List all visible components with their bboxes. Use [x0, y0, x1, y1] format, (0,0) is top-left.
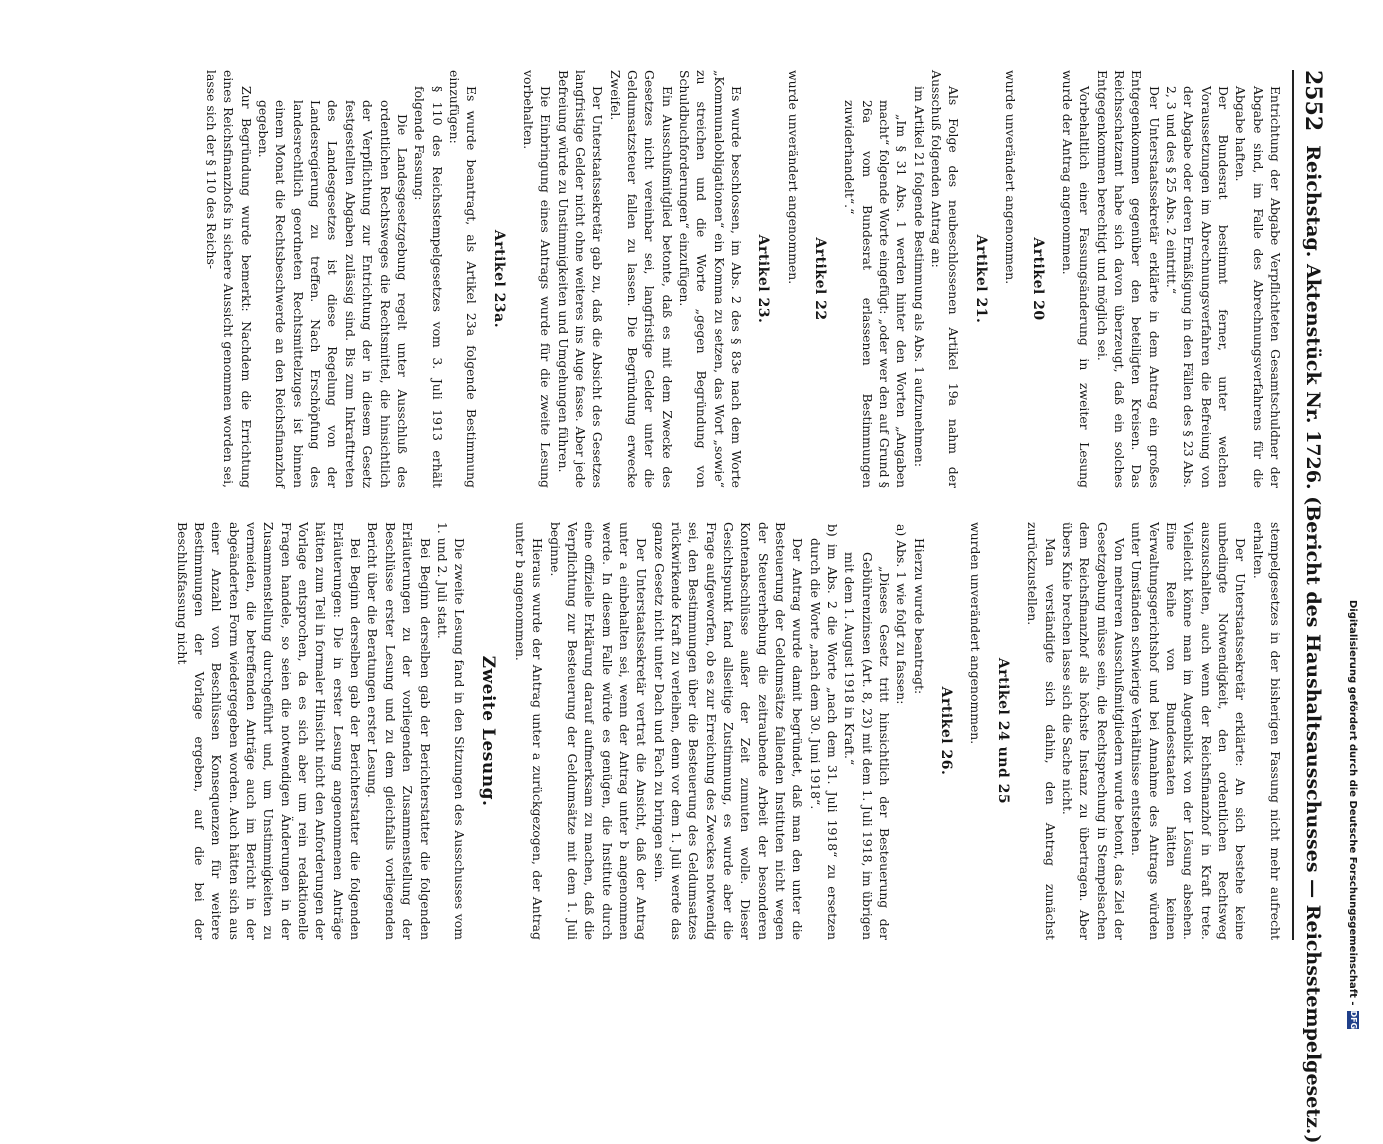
paragraph: Die zweite Lesung fand in den Sitzungen des Ausschusses vom 1. und 2. Juli statt. [434, 522, 468, 940]
paragraph: Hierzu wurde beantragt: [911, 538, 927, 695]
paragraph: Zur Begründung wurde bemerkt: Nachdem die Errichtung eines Reichsfinanzhofs in sichere Aussicht genommen worden sei, lasse sich der § 110 des Reichs- [204, 70, 254, 488]
paragraph: stempelgesetzes in der bisherigen Fassung nicht mehr aufrecht erhalten. [1250, 522, 1283, 940]
paragraph: Entrichtung der Abgabe Verpflichteten Gesamtschuldner der Abgabe sind, im Falle des Abrechnungsverfahrens für die Abgabe haften. [1233, 86, 1283, 488]
dfg-logo: DFG [1349, 1010, 1358, 1030]
paragraph: Der Unterstaatssekretär gab zu, daß die Absicht des Gesetzes langfristige Gelder nicht ohne weiteres ins Auge fasse. Aber jede Befreiung würde zu Unstimmigkeiten und Umgehungen führen. [555, 70, 606, 488]
paragraph: Die Einbringung eines Antrags wurde für die zweite Lesung vorbehalten. [520, 70, 554, 488]
paragraph: Der Unterstaatssekretär vertrat die Ansicht, daß der Antrag unter a einbehalten sei, wenn der Antrag unter b angenommen werde. In diesem Falle würde es genügen, die Institute durch eine offizielle Erklärung darauf aufmerksam zu machen, daß die Verpflichtung zur Besteuerung der Geldumsätze mit dem 1. Juli beginne. [547, 522, 650, 940]
paragraph: Von mehreren Ausschußmitgliedern wurde betont, das Ziel der Gesetzgebung müsse sein, die Rechtsprechung in Stempelsachen dem Reichsfinanzhof als höchste Instanz zu übertragen. Aber übers Knie brechen lasse sich die Sache nicht. [1059, 522, 1127, 940]
paragraph: Man verständigte sich dahin, den Antrag zunächst zurückzustellen. [1025, 522, 1058, 940]
right-column [173, 522, 1284, 940]
paragraph: Vorbehaltlich einer Fassungsänderung in zweiter Lesung wurde der Antrag angenommen. [1059, 70, 1093, 488]
list-item: a) Abs. 1 wie folgt zu fassen: [894, 524, 910, 705]
quoted-provision: „Dieses Gesetz tritt hinsichtlich der Besteuerung der Gebührenzinsen (Art. 8, 23) mit dem 1. Juli 1918, im übrigen mit dem 1. August 1918 in Kraft.“ [842, 552, 893, 940]
paragraph: Der Antrag wurde damit begründet, daß man den unter die Besteuerung der Geldumsätze fallenden Instituten nicht wegen der Steuererhebung die zeitraubende Arbeit der besonderen Kontenabschlüsse außer der Zeit zumuten wolle. Dieser Gesichtspunkt fand allseitige Zustimmung, es wurde aber die Frage aufgeworfen, ob es zur Erreichung des Zweckes notwendig sei, den Bestimmungen über die Besteuerung des Geldumsatzes rückwirkende Kraft zu verleihen, denn vor dem 1. Juli werde das ganze Gesetz nicht unter Dach und Fach zu bringen sein. [651, 522, 806, 940]
quoted-provision: Die Landesgesetzgebung regelt unter Ausschluß des ordentlichen Rechtsweges die Rechtsmittel, die hinsichtlich der Verpflichtung zur Entrichtung der in diesem Gesetz festgestellten Abgaben zulässig sind. Bis zum Inkrafttreten des Landesgesetzes ist diese Regelung von der Landesregierung zu treffen. Nach Erschöpfung des landesrechtlich geordneten Rechtsmittelzuges ist binnen einem Monat die Rechtsbeschwerde an den Reichsfinanzhof gegeben. [256, 100, 410, 488]
paragraph: Der Unterstaatssekretär erklärte: An sich bestehe keine unbedingte Notwendigkeit, den ordentlichen Rechtsweg auszuschalten, auch wenn der Reichsfinanzhof in Kraft trete. Vielleicht könne man im Augenblick von der Lösung absehen. Eine Reihe von Bundesstaaten hätten keinen Verwaltungsgerichtshof und bei Annahme des Antrags würden unter Umständen schwierige Verhältnisse entstehen. [1129, 522, 1249, 940]
list-item: b) im Abs. 2 die Worte „nach dem 31. Juli 1918“ zu ersetzen durch die Worte „nach dem 30. Juni 1918“. [807, 524, 841, 940]
page-number: 2552 [1300, 70, 1326, 132]
paragraph: Als Folge des neubeschlossenen Artikel 19a nahm der Ausschuß folgenden Antrag an: [929, 70, 962, 488]
paragraph: im Artikel 21 folgende Bestimmung als Abs. 1 aufzunehmen: [911, 86, 927, 468]
section-heading: Artikel 26. [938, 686, 955, 776]
paragraph: Der Unterstaatssekretär erklärte in dem Antrag ein großes Entgegenkommen gegenüber den beteiligten Kreisen. Das Reichsschatzamt habe sich davon überzeugt, daß ein solches Entgegenkommen berechtigt und möglich sei. [1094, 70, 1162, 488]
footer-text: Digitalisierung gefördert durch die Deutsche Forschungsgemeinschaft - [1347, 600, 1359, 1006]
paragraph: Bei Beginn derselben gab der Berichterstatter die folgenden Erläuterungen: Die in erster Lesung angenommenen Anträge hätten zum Teil in formaler Hinsicht nicht den Anforderungen der Vorlage entsprochen, da es sich aber um rein redaktionelle Fragen handele, so seien die notwendigen Änderungen in der Zusammenstellung durchgeführt und, um Unstimmigkeiten zu vermeiden, die betreffenden Anträge auch im Bericht in der abgeänderten Form wiedergegeben worden. Auch hätten sich aus einer Anzahl von Beschlüssen Konsequenzen für weitere Bestimmungen der Vorlage ergeben, auf die bei der Beschlußfassung nicht [174, 522, 364, 940]
page-header [1296, 70, 1330, 1144]
section-heading: Artikel 23. [755, 234, 772, 324]
paragraph: Hieraus wurde der Antrag unter a zurückgezogen, der Antrag unter b angenommen. [512, 522, 546, 940]
section-heading: Artikel 20 [1029, 237, 1046, 321]
paragraph: wurde unverändert angenommen. [785, 70, 801, 285]
paragraph: wurden unverändert angenommen. [968, 522, 984, 745]
header-rule [1292, 70, 1294, 940]
paragraph: Bei Beginn derselben gab der Berichterstatter die folgenden Erläuterungen zu der vorliegenden Zusammenstellung der Beschlüsse erster Lesung und zu dem gleichfalls vorliegenden Bericht über die Beratungen erster Lesung. [365, 522, 433, 940]
paragraph: wurde unverändert angenommen. [1003, 70, 1019, 285]
section-heading: Artikel 21. [972, 234, 989, 324]
section-heading: Artikel 24 und 25 [994, 657, 1011, 805]
quoted-provision: „Im § 31 Abs. 1 werden hinter den Worten „Angaben macht“ folgende Worte eingefügt: „oder wer den auf Grund § 26a vom Bundesrat erlassenen Bestimmungen zuwiderhandelt“.“ [842, 100, 910, 488]
section-heading: Artikel 22 [812, 237, 829, 321]
document-page [90, 70, 1330, 1144]
paragraph: Ein Ausschußmitglied betonte, daß es mit dem Zwecke des Gesetzes nicht vereinbar sei, langfristige Gelder unter die Geldumsatzsteuer fallen zu lassen. Die Begründung erwecke Zweifel. [607, 70, 675, 488]
paragraph: Es wurde beschlossen, im Abs. 2 des § 83e nach dem Worte „Kommunalobligationen“ ein Komma zu setzen, das Wort „sowie“ zu streichen und die Worte „gegen Begründung von Schuldbuchforderungen“ einzufügen. [677, 70, 745, 488]
paragraph: § 110 des Reichsstempelgesetzes vom 3. Juli 1913 erhält folgende Fassung: [412, 86, 445, 488]
digitization-footer [1346, 600, 1360, 1030]
section-heading: Artikel 23a. [490, 229, 507, 329]
section-heading: Zweite Lesung. [477, 655, 498, 807]
paragraph: Der Bundesrat bestimmt ferner, unter welchen Voraussetzungen im Abrechnungsverfahren die Befreiung von der Abgabe oder deren Ermäßigung in den Fällen des § 23 Abs. 2, 3 und des § 25 Abs. 2 eintritt.“ [1163, 86, 1231, 488]
page-title: Reichstag. Aktenstück Nr. 1726. (Bericht des Haushaltsausschusses — Reichsstempelgesetz.) [1302, 145, 1324, 1144]
left-column [203, 70, 1284, 488]
paragraph: Es wurde beantragt, als Artikel 23a folgende Bestimmung einzufügen: [446, 70, 480, 488]
